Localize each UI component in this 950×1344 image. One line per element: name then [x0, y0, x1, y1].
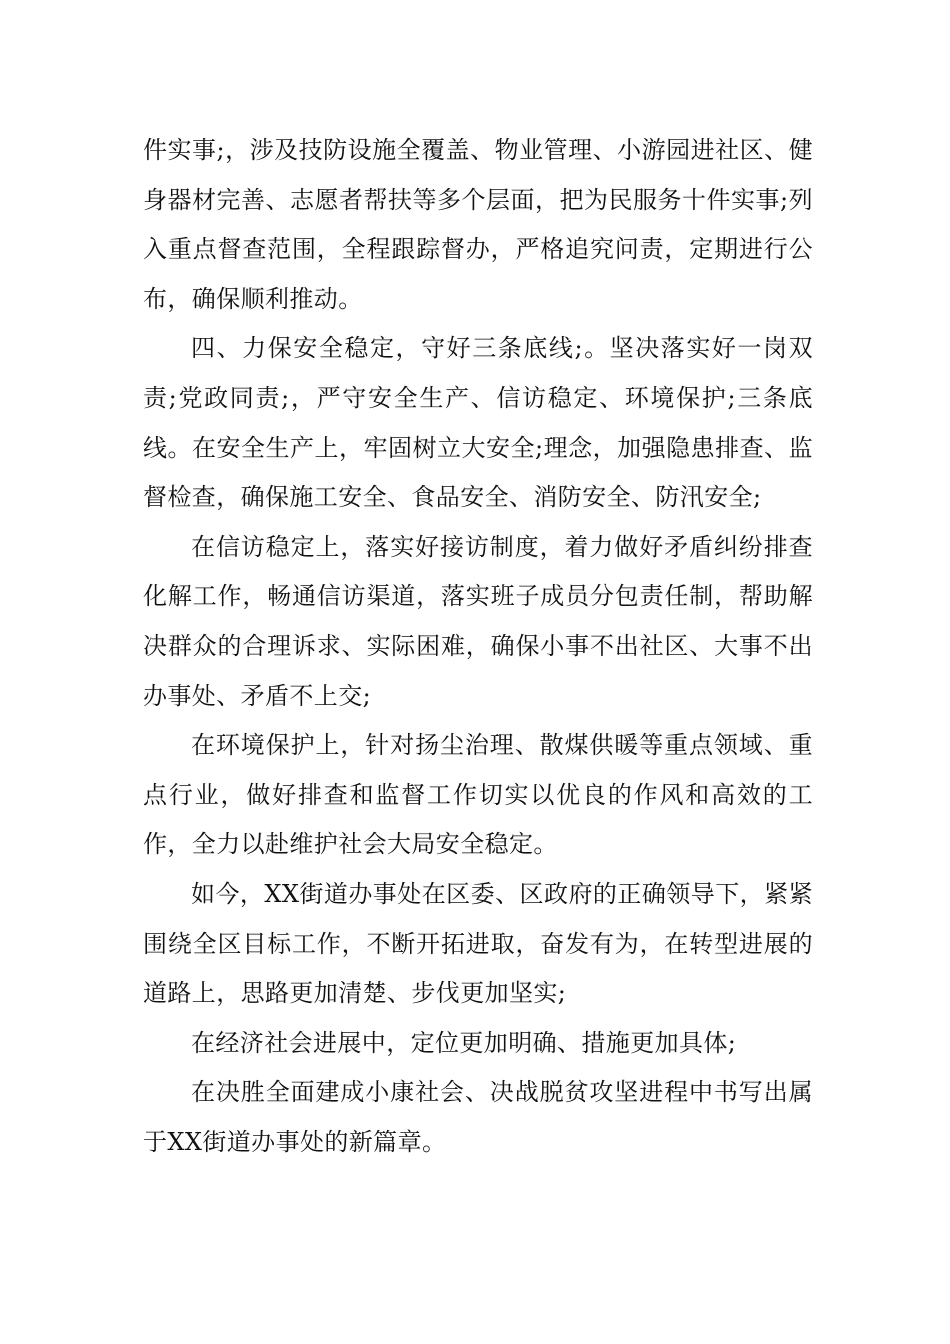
paragraph-environment-protection: 在环境保护上，针对扬尘治理、散煤供暖等重点领域、重点行业，做好排查和监督工作切实以优良的作风和高效的工作，全力以赴维护社会大局安全稳定。 [143, 731, 813, 859]
paragraph-safety-stability: 四、力保安全稳定，守好三条底线;。坚决落实好一岗双责;党政同责;，严守安全生产、信访稳定、环境保护;三条底线。在安全生产上，牢固树立大安全;理念，加强隐患排查、监督检查，确保施工安全、食品安全、消防安全、防汛安全; [143, 334, 813, 512]
paragraph-new-chapter: 在决胜全面建成小康社会、决战脱贫攻坚进程中书写出属于XX街道办事处的新篇章。 [143, 1078, 813, 1156]
document-body [143, 126, 813, 1167]
paragraph-current-progress: 如今，XX街道办事处在区委、区政府的正确领导下，紧紧围绕全区目标工作，不断开拓进取，奋发有为，在转型进展的道路上，思路更加清楚、步伐更加坚实; [143, 879, 813, 1008]
paragraph-economic-development: 在经济社会进展中，定位更加明确、措施更加具体; [191, 1028, 737, 1057]
paragraph-petition-stability: 在信访稳定上，落实好接访制度，着力做好矛盾纠纷排查化解工作，畅通信访渠道，落实班子成员分包责任制，帮助解决群众的合理诉求、实际困难，确保小事不出社区、大事不出办事处、矛盾不上交; [143, 532, 813, 710]
paragraph-continuation: 件实事;，涉及技防设施全覆盖、物业管理、小游园进社区、健身器材完善、志愿者帮扶等多个层面，把为民服务十件实事;列入重点督查范围，全程跟踪督办，严格追究问责，定期进行公布，确保顺利推动。 [143, 136, 813, 313]
